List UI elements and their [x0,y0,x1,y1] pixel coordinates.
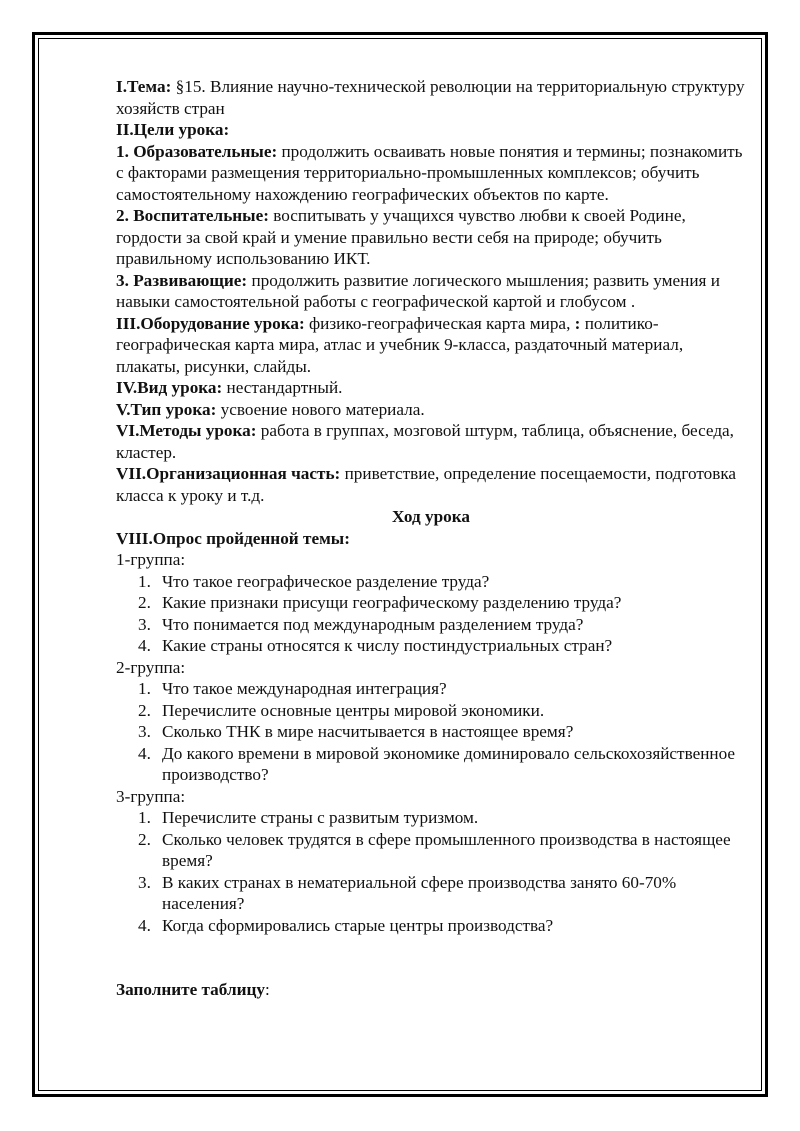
methods-text: работа в группах, мозговой штурм, таблица, объяснение, беседа, кластер. [116,421,734,462]
goal-text: воспитывать у учащихся чувство любви к своей Родине, гордости за свой край и умение правильно вести себя на природе; обучить правильному использованию ИКТ. [116,206,686,268]
question-text: Перечислите основные центры мировой экономики. [162,700,545,720]
goal-text: продолжить развитие логического мышления; развить умения и навыки самостоятельной работы с географической картой и глобусом . [116,270,720,311]
list-item [116,743,746,786]
list-item [116,678,746,700]
question-text: Какие страны относятся к числу постиндустриальных стран? [162,636,613,655]
list-number: 4. [138,636,151,655]
list-item [116,807,746,829]
fill-table-colon: : [264,980,270,999]
list-item [116,915,746,937]
question-text: Сколько ТНК в мире насчитывается в настоящее время? [162,722,574,741]
list-number: 1. [138,679,151,698]
question-text: Перечислите страны с развитым туризмом. [162,808,479,827]
methods-label: VI.Методы урока: [116,421,257,440]
equipment-text-2: политико-географическая карта мира, атлас и учебник 9-класса, раздаточный материал, плакаты, рисунки, слайды. [116,313,684,376]
lesson-type-text: усвоение нового материала. [216,399,425,419]
question-text: Когда сформировались старые центры производства? [162,915,554,935]
topic-text: §15. Влияние научно-технической революции на территориальную структуру хозяйств стран [116,77,745,118]
goal-upbringing [116,205,746,270]
topic-line [116,76,746,119]
lesson-type-line [116,399,746,421]
list-item [116,571,746,593]
question-text: В каких странах в нематериальной сфере производства занято 60-70% населения? [162,872,677,913]
list-item [116,614,746,636]
list-item [116,829,746,872]
goal-label: 3. Развивающие: [116,270,248,290]
question-list [116,571,746,657]
question-text: Что такое международная интеграция? [162,679,447,698]
equipment-separator: : [574,313,581,333]
fill-table-label: Заполните таблицу [116,980,265,999]
goals-heading: II.Цели урока: [116,120,230,139]
org-text: приветствие, определение посещаемости, подготовка класса к уроку и т.д. [116,464,737,505]
goal-label: 1. Образовательные: [116,141,278,161]
list-number: 4. [138,743,151,763]
lesson-plan [116,76,746,1001]
lesson-kind-text: нестандартный. [222,378,343,397]
goal-educational [116,141,746,206]
goal-developing [116,270,746,313]
lesson-kind-label: IV.Вид урока: [116,378,223,397]
goal-label: 2. Воспитательные: [116,206,269,225]
question-list [116,678,746,786]
question-text: Что понимается под международным разделением труда? [162,614,584,634]
course-title: Ход урока [392,507,470,526]
list-number: 2. [138,593,151,612]
group-name: 2-группа: [116,657,186,677]
spacer [116,936,746,979]
equipment-text: физико-географическая карта мира, [304,313,575,333]
list-item [116,635,746,657]
list-number: 3. [138,722,151,741]
question-text: До какого времени в мировой экономике доминировало сельскохозяйственное производство? [162,743,736,784]
question-text: Что такое географическое разделение труда? [162,571,490,591]
list-number: 1. [138,571,151,591]
list-item [116,700,746,722]
methods-line [116,420,746,463]
list-item [116,721,746,743]
org-label: VII.Организационная часть: [116,464,341,483]
list-number: 3. [138,872,151,892]
list-number: 4. [138,915,151,935]
question-text: Сколько человек трудятся в сфере промышленного производства в настоящее время? [162,829,731,870]
list-number: 2. [138,700,151,720]
org-line [116,463,746,506]
question-list [116,807,746,936]
lesson-kind-line [116,377,746,399]
goal-text: продолжить осваивать новые понятия и термины; познакомить с факторами размещения территориально-промышленных комплексов; обучить самостоятельному нахождению географических объектов по карте. [116,141,743,204]
equipment-line [116,313,746,378]
list-number: 2. [138,829,151,849]
lesson-type-label: V.Тип урока: [116,399,217,419]
fill-table-line [116,979,746,1001]
survey-heading: VIII.Опрос пройденной темы: [116,528,350,548]
list-number: 1. [138,808,151,827]
question-text: Какие признаки присущи географическому разделению труда? [162,593,622,612]
list-number: 3. [138,614,151,634]
equipment-label: III.Оборудование урока: [116,313,305,333]
list-item [116,872,746,915]
group-name: 3-группа: [116,786,186,806]
topic-label: I.Тема: [116,77,172,96]
list-item [116,592,746,614]
group-name: 1-группа: [116,550,186,569]
